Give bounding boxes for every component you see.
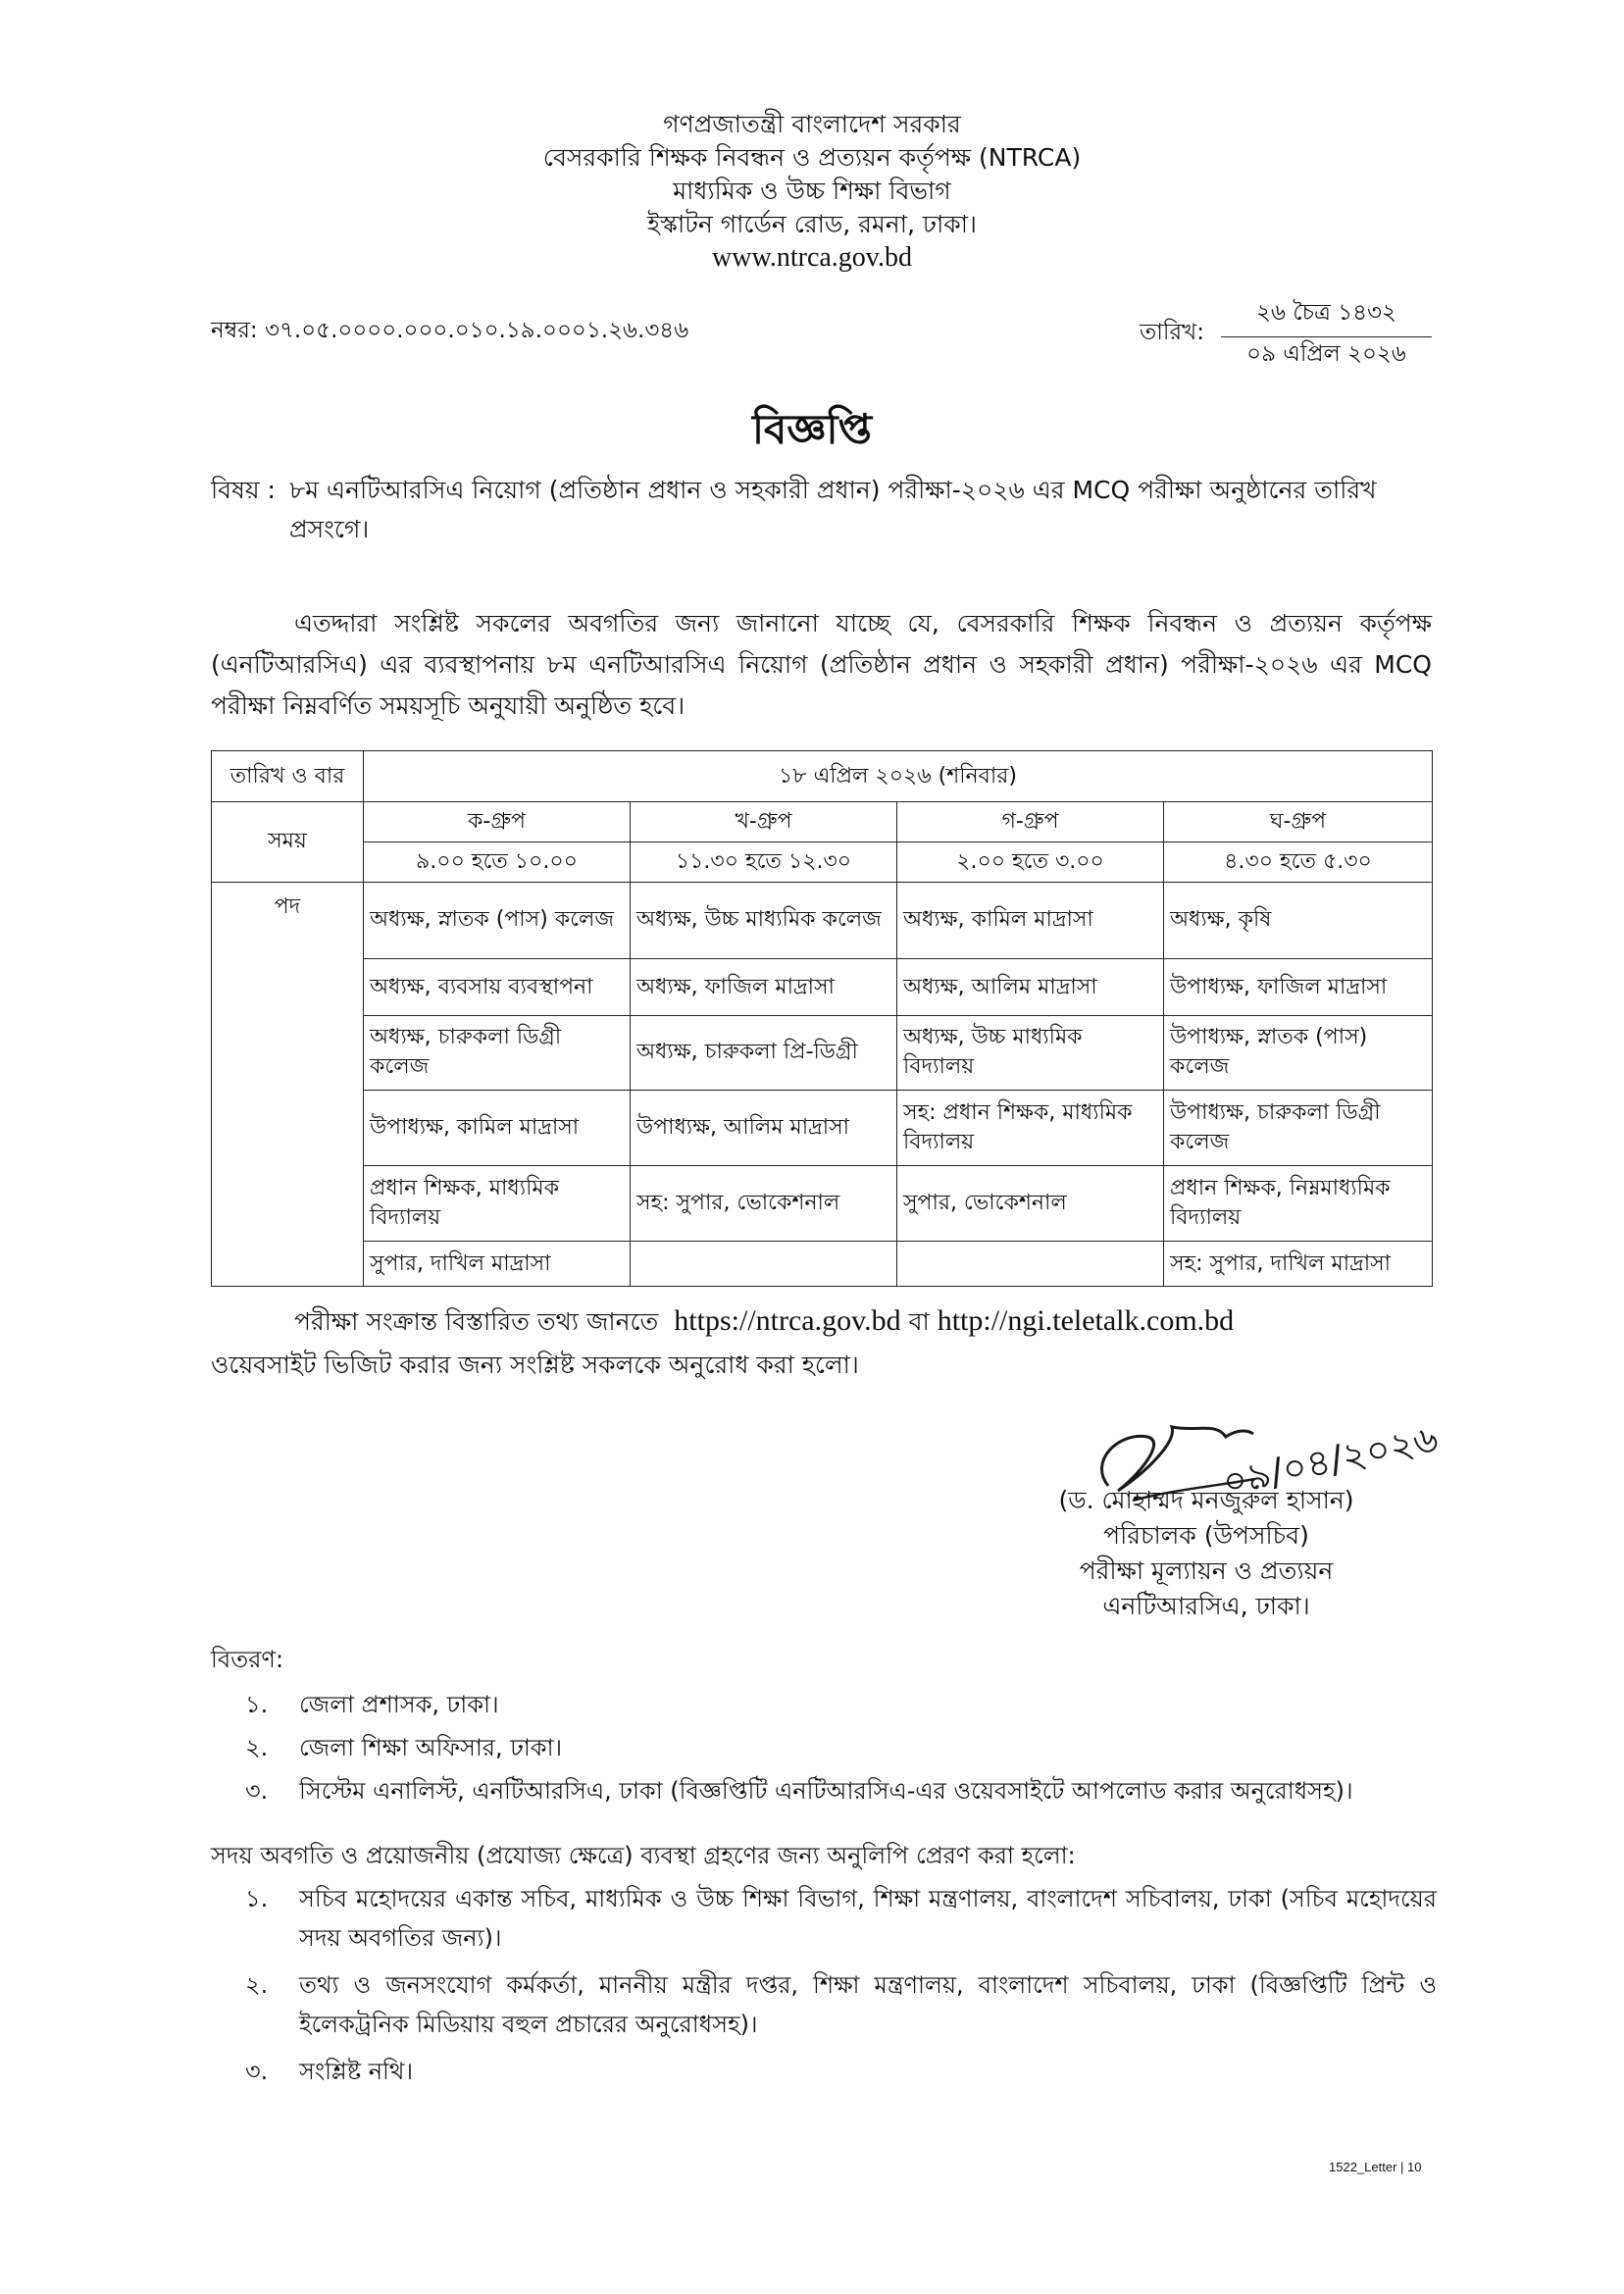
table-row xyxy=(212,882,1433,958)
footer-code: 1522_Letter | 10 xyxy=(1329,2160,1422,2174)
list-item-num: ৩. xyxy=(245,1777,269,1805)
govt-name: গণপ্রজাতন্ত্রী বাংলাদেশ সরকার xyxy=(663,110,961,138)
post-cell: অধ্যক্ষ, চারুকলা প্রি-ডিগ্রী xyxy=(631,1016,897,1090)
post-cell: উপাধ্যক্ষ, চারুকলা ডিগ্রী কলেজ xyxy=(1164,1090,1433,1165)
post-cell: অধ্যক্ষ, ব্যবসায় ব্যবস্থাপনা xyxy=(364,958,631,1015)
group-name: ক-গ্রুপ xyxy=(364,802,631,842)
signature-date: ০৯/০৪/২০২৬ xyxy=(1218,1416,1443,1504)
list-item: সচিব মহোদয়ের একান্ত সচিব, মাধ্যমিক ও উচ্চ শিক্ষা বিভাগ, শিক্ষা মন্ত্রণালয়, বাংলাদেশ সচিবালয়, ঢাকা (সচিব মহোদয়ের সদয় অবগতির জন্য)। xyxy=(299,1885,1437,1952)
group-name: খ-গ্রুপ xyxy=(631,802,897,842)
division-name: মাধ্যমিক ও উচ্চ শিক্ষা বিভাগ xyxy=(673,177,951,205)
info-text-before: পরীক্ষা সংক্রান্ত বিস্তারিত তথ্য জানতে xyxy=(294,1307,659,1336)
info-or: বা xyxy=(908,1307,930,1336)
ntrca-link[interactable]: https://ntrca.gov.bd xyxy=(674,1304,901,1337)
post-cell: অধ্যক্ষ, ফাজিল মাদ্রাসা xyxy=(631,958,897,1015)
post-cell: সুপার, দাখিল মাদ্রাসা xyxy=(364,1242,631,1287)
exam-date: ১৮ এপ্রিল ২০২৬ (শনিবার) xyxy=(364,751,1433,802)
teletalk-link[interactable]: http://ngi.teletalk.com.bd xyxy=(937,1304,1235,1337)
post-cell: প্রধান শিক্ষক, নিম্নমাধ্যমিক বিদ্যালয় xyxy=(1164,1165,1433,1241)
list-item: সংশ্লিষ্ট নথি। xyxy=(299,2058,414,2085)
table-row-date xyxy=(212,751,1433,802)
post-cell: অধ্যক্ষ, স্নাতক (পাস) কলেজ xyxy=(364,882,631,958)
post-cell: সহ: সুপার, দাখিল মাদ্রাসা xyxy=(1164,1242,1433,1287)
group-time: ৯.০০ হতে ১০.০০ xyxy=(364,841,631,882)
signatory-office: এনটিআরসিএ, ঢাকা। xyxy=(1102,1592,1310,1620)
subject-text: ৮ম এনটিআরসিএ নিয়োগ (প্রতিষ্ঠান প্রধান ও সহকারী প্রধান) পরীক্ষা-২০২৬ এর MCQ পরীক্ষা অনুষ্ঠানের তারিখ প্রসংগে। xyxy=(289,476,1377,543)
group-time: ১১.৩০ হতে ১২.৩০ xyxy=(631,841,897,882)
post-cell: উপাধ্যক্ষ, ফাজিল মাদ্রাসা xyxy=(1164,958,1433,1015)
post-cell xyxy=(631,1242,897,1287)
subject-label: বিষয় : xyxy=(211,476,276,504)
notice-title: বিজ্ঞপ্তি xyxy=(751,405,873,453)
table-row xyxy=(212,1165,1433,1241)
table-row xyxy=(212,1242,1433,1287)
copy-label: সদয় অবগতি ও প্রয়োজনীয় (প্রযোজ্য ক্ষেত্রে) ব্যবস্থা গ্রহণের জন্য অনুলিপি প্রেরণ করা হলো: xyxy=(211,1842,1076,1869)
post-cell: সুপার, ভোকেশনাল xyxy=(897,1165,1164,1241)
table-row xyxy=(212,958,1433,1015)
signatory-designation: পরিচালক (উপসচিব) xyxy=(1103,1521,1309,1550)
post-cell: অধ্যক্ষ, কামিল মাদ্রাসা xyxy=(897,882,1164,958)
table-row-groups xyxy=(212,802,1433,842)
table-row xyxy=(212,1016,1433,1090)
list-item: জেলা প্রশাসক, ঢাকা। xyxy=(299,1691,499,1718)
list-item: তথ্য ও জনসংযোগ কর্মকর্তা, মাননীয় মন্ত্রীর দপ্তর, শিক্ষা মন্ত্রণালয়, বাংলাদেশ সচিবালয়, ঢাকা (বিজ্ঞপ্তিটি প্রিন্ট ও ইলেকট্রনিক মিডিয়ায় বহুল প্রচারের অনুরোধসহ)। xyxy=(299,1971,1437,2038)
post-cell: অধ্যক্ষ, আলিম মাদ্রাসা xyxy=(897,958,1164,1015)
body-paragraph: এতদ্দারা সংশ্লিষ্ট সকলের অবগতির জন্য জানানো যাচ্ছে যে, বেসরকারি শিক্ষক নিবন্ধন ও প্রত্যয়ন কর্তৃপক্ষ (এনটিআরসিএ) এর ব্যবস্থাপনায় ৮ম এনটিআরসিএ নিয়োগ (প্রতিষ্ঠান প্রধান ও সহকারী প্রধান) পরীক্ষা-২০২৬ এর MCQ পরীক্ষা নিম্নবর্ণিত সময়সূচি অনুযায়ী অনুষ্ঠিত হবে। xyxy=(211,609,1432,720)
post-cell: উপাধ্যক্ষ, কামিল মাদ্রাসা xyxy=(364,1090,631,1165)
distribution-label: বিতরণ: xyxy=(211,1646,284,1673)
list-item-num: ১. xyxy=(245,1691,269,1718)
post-cell: অধ্যক্ষ, চারুকলা ডিগ্রী কলেজ xyxy=(364,1016,631,1090)
signatory-name: (ড. মোহাম্মদ মনজুরুল হাসান) xyxy=(1058,1486,1354,1514)
table-row xyxy=(212,1090,1433,1165)
date-english: ০৯ এপ্রিল ২০২৬ xyxy=(1246,341,1406,367)
list-item-num: ২. xyxy=(245,1734,269,1761)
post-label: পদ xyxy=(212,882,364,1286)
date-label: তারিখ: xyxy=(1140,320,1205,345)
post-cell: অধ্যক্ষ, উচ্চ মাধ্যমিক বিদ্যালয় xyxy=(897,1016,1164,1090)
date-day-label: তারিখ ও বার xyxy=(212,751,364,802)
post-cell: অধ্যক্ষ, কৃষি xyxy=(1164,882,1433,958)
group-time: ৪.৩০ হতে ৫.৩০ xyxy=(1164,841,1433,882)
group-time: ২.০০ হতে ৩.০০ xyxy=(897,841,1164,882)
list-item: জেলা শিক্ষা অফিসার, ঢাকা। xyxy=(299,1734,563,1761)
list-item-num: ২. xyxy=(245,1971,269,1999)
exam-schedule-table xyxy=(211,750,1433,1287)
office-address: ইস্কাটন গার্ডেন রোড, রমনা, ঢাকা। xyxy=(647,210,977,238)
date-bangla: ২৬ চৈত্র ১৪৩২ xyxy=(1221,294,1432,337)
info-text-after: ওয়েবসাইট ভিজিট করার জন্য সংশ্লিষ্ট সকলকে অনুরোধ করা হলো। xyxy=(211,1351,859,1379)
post-cell: সহ: প্রধান শিক্ষক, মাধ্যমিক বিদ্যালয় xyxy=(897,1090,1164,1165)
list-item-num: ৩. xyxy=(245,2058,269,2085)
authority-name: বেসরকারি শিক্ষক নিবন্ধন ও প্রত্যয়ন কর্তৃপক্ষ (NTRCA) xyxy=(542,143,1082,172)
post-cell: অধ্যক্ষ, উচ্চ মাধ্যমিক কলেজ xyxy=(631,882,897,958)
post-cell: প্রধান শিক্ষক, মাধ্যমিক বিদ্যালয় xyxy=(364,1165,631,1241)
table-row-times xyxy=(212,841,1433,882)
memo-number: নম্বর: ৩৭.০৫.০০০০.০০০.০১০.১৯.০০০১.২৬.৩৪৬ xyxy=(211,318,689,343)
post-cell: উপাধ্যক্ষ, আলিম মাদ্রাসা xyxy=(631,1090,897,1165)
post-cell: সহ: সুপার, ভোকেশনাল xyxy=(631,1165,897,1241)
header-website: www.ntrca.gov.bd xyxy=(712,242,912,273)
group-name: ঘ-গ্রুপ xyxy=(1164,802,1433,842)
info-paragraph xyxy=(211,1300,1432,1387)
post-cell xyxy=(897,1242,1164,1287)
list-item: সিস্টেম এনালিস্ট, এনটিআরসিএ, ঢাকা (বিজ্ঞপ্তিটি এনটিআরসিএ-এর ওয়েবসাইটে আপলোড করার অনুরোধসহ)। xyxy=(299,1777,1353,1805)
group-name: গ-গ্রুপ xyxy=(897,802,1164,842)
list-item-num: ১. xyxy=(245,1885,269,1912)
post-cell: উপাধ্যক্ষ, স্নাতক (পাস) কলেজ xyxy=(1164,1016,1433,1090)
time-label: সময় xyxy=(212,802,364,882)
signatory-division: পরীক্ষা মূল্যায়ন ও প্রত্যয়ন xyxy=(1079,1556,1334,1585)
